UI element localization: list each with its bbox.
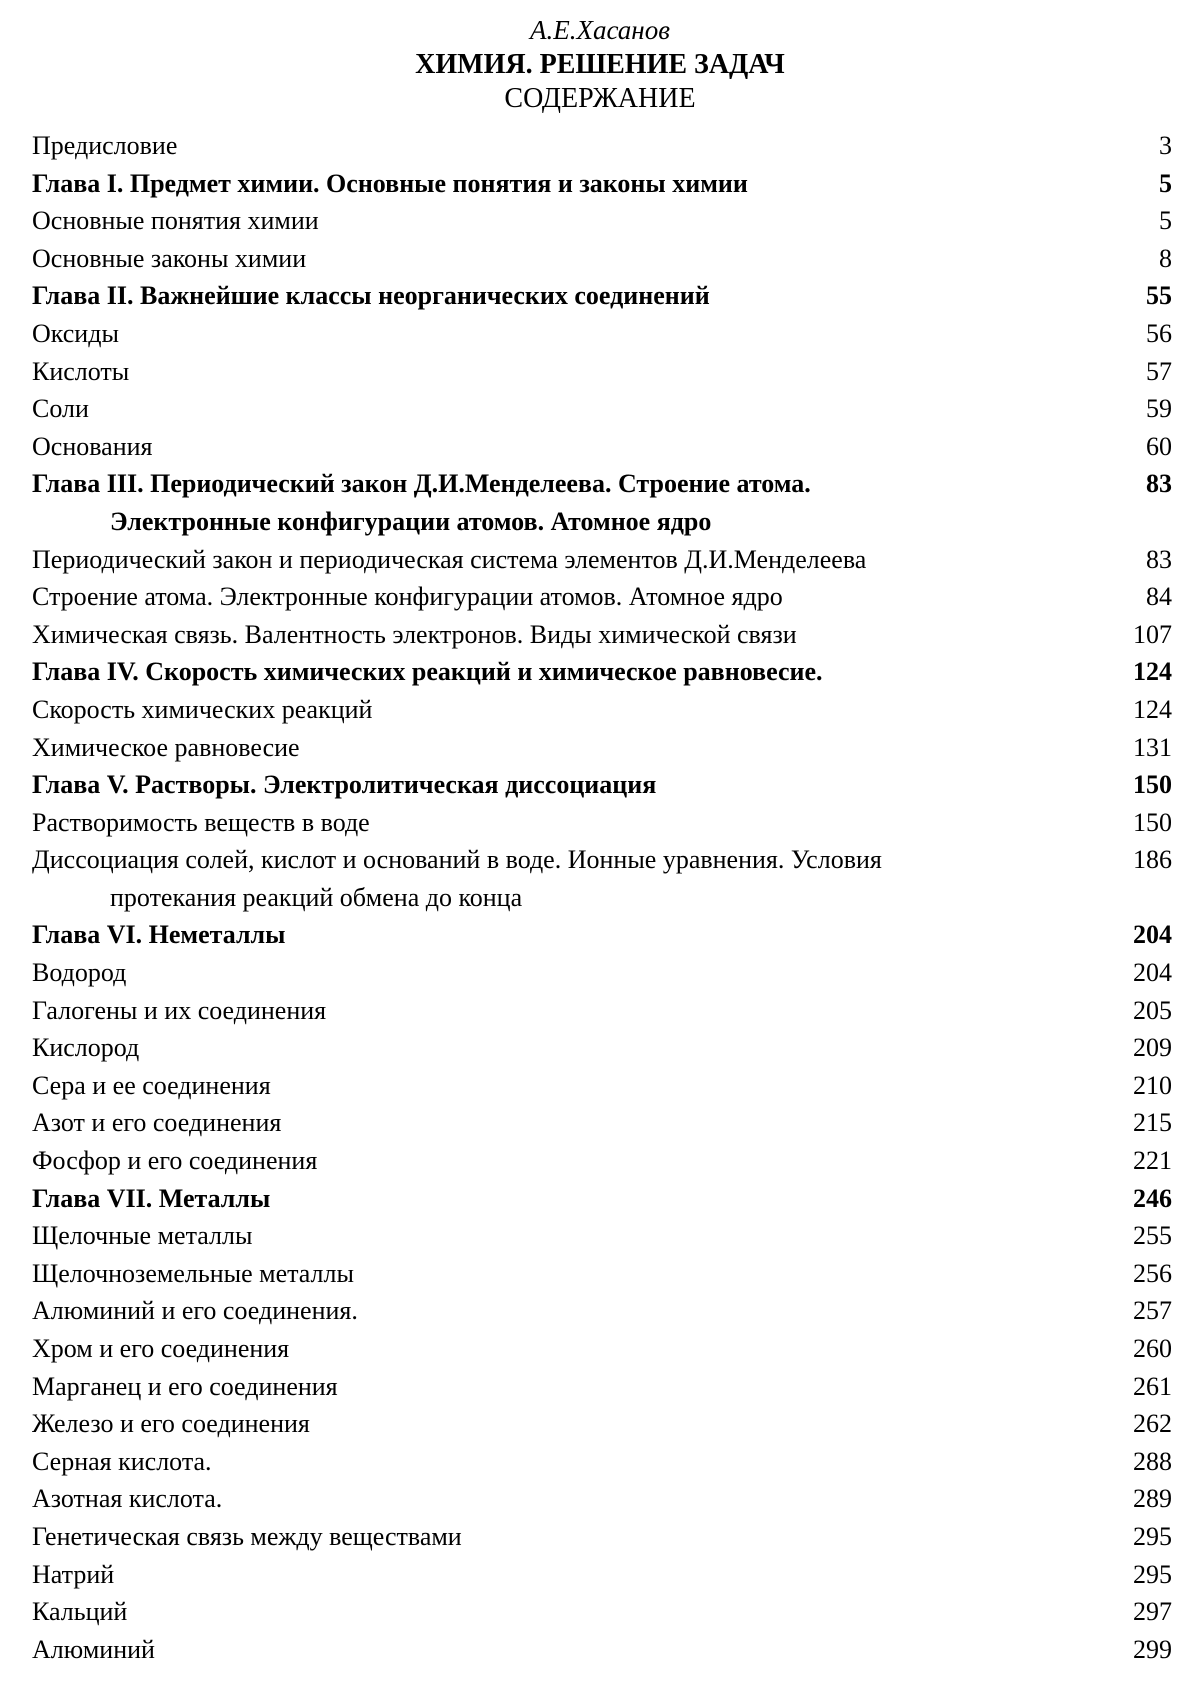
toc-entry-page-number: 221 [1133, 1146, 1172, 1176]
toc-entry-page-number: 256 [1133, 1258, 1172, 1288]
toc-entry-page-number: 131 [1133, 732, 1172, 762]
toc-entry-title-text: Строение атома. Электронные конфигурации атомов. Атомное ядро [32, 582, 783, 612]
toc-entry [32, 729, 1172, 767]
toc-entry-page-number: 5 [1159, 206, 1172, 236]
toc-entry [32, 390, 1172, 428]
toc-entry-page-number: 297 [1133, 1597, 1172, 1627]
author-name: А.Е.Хасанов [530, 15, 670, 45]
toc-entry-title-text: Глава VII. Металлы [32, 1183, 271, 1213]
toc-entry-page-number: 295 [1133, 1559, 1172, 1589]
toc-entry-title-text: Азотная кислота. [32, 1484, 223, 1514]
toc-entry [32, 992, 1172, 1030]
toc-entry-title [32, 1330, 1112, 1368]
toc-entry-title-text: Химическое равновесие [32, 732, 300, 762]
toc-entry [32, 691, 1172, 729]
toc-entry-title [32, 1142, 1112, 1180]
toc-entry-title-text: Глава II. Важнейшие классы неорганических соединений [32, 281, 710, 311]
toc-entry [32, 1593, 1172, 1631]
toc-entry-title-text: Азот и его соединения [32, 1108, 282, 1138]
toc-entry-page-number: 246 [1133, 1183, 1172, 1213]
toc-entry-page-number: 262 [1133, 1409, 1172, 1439]
toc-entry [32, 1217, 1172, 1255]
toc-entry-title-text: Химическая связь. Валентность электронов. Виды химической связи [32, 619, 797, 649]
toc-entry-page-number: 83 [1146, 544, 1172, 574]
document-header [0, 0, 1200, 116]
toc-entry-title [32, 578, 1112, 616]
toc-entry-title-text: Серная кислота. [32, 1446, 212, 1476]
toc-entry-title-text: Оксиды [32, 318, 119, 348]
toc-entry-title [32, 428, 1112, 466]
toc-entry-title [32, 729, 1112, 767]
toc-chapter-entry [32, 916, 1172, 954]
toc-chapter-entry [32, 465, 1172, 540]
toc-entry [32, 1405, 1172, 1443]
toc-entry-title-text: Алюминий [32, 1634, 155, 1664]
toc-entry-title-text: Глава VI. Неметаллы [32, 920, 286, 950]
toc-entry-title [32, 1217, 1112, 1255]
toc-entry-page-number: 288 [1133, 1446, 1172, 1476]
toc-entry [32, 954, 1172, 992]
toc-entry [32, 1556, 1172, 1594]
toc-entry-title [32, 691, 1112, 729]
toc-entry-title [32, 1405, 1112, 1443]
toc-entry-title [32, 315, 1112, 353]
toc-entry-title-text: Предисловие [32, 131, 178, 160]
toc-entry-title-text: Сера и ее соединения [32, 1070, 271, 1100]
toc-entry-title-text: Железо и его соединения [32, 1409, 310, 1439]
toc-entry-page-number: 60 [1146, 431, 1172, 461]
toc-entry-title-text: Растворимость веществ в воде [32, 807, 370, 837]
toc-entry-title [32, 804, 1112, 842]
toc-entry-title [32, 1292, 1112, 1330]
toc-entry-title-text: Щелочные металлы [32, 1221, 253, 1251]
toc-entry-page-number: 210 [1133, 1070, 1172, 1100]
toc-entry-title [32, 1104, 1112, 1142]
toc-entry [32, 202, 1172, 240]
toc-entry-title [32, 1593, 1112, 1631]
toc-entry [32, 541, 1172, 579]
toc-entry [32, 127, 1172, 165]
toc-chapter-entry [32, 165, 1172, 203]
toc-entry-title [32, 1480, 1112, 1518]
toc-entry-title [32, 616, 1112, 654]
toc-entry-title [32, 653, 1112, 691]
toc-entry-title-continuation: протекания реакций обмена до конца [110, 882, 523, 912]
toc-chapter-entry [32, 1180, 1172, 1218]
toc-entry-title-text: Водород [32, 958, 127, 988]
toc-entry-title-text: Галогены и их соединения [32, 995, 327, 1025]
toc-entry-title-text: Щелочноземельные металлы [32, 1258, 354, 1288]
toc-entry [32, 1255, 1172, 1293]
toc-entry-title-text: Диссоциация солей, кислот и оснований в воде. Ионные уравнения. Условия [32, 845, 882, 875]
toc-entry-title-text: Основные законы химии [32, 243, 307, 273]
toc-entry-page-number: 107 [1133, 619, 1172, 649]
toc-entry [32, 1104, 1172, 1142]
book-title: ХИМИЯ. РЕШЕНИЕ ЗАДАЧ [415, 49, 785, 80]
contents-heading: СОДЕРЖАНИЕ [504, 83, 696, 114]
toc-entry-page-number: 124 [1133, 657, 1172, 687]
toc-entry-title [32, 954, 1112, 992]
toc-entry-title [32, 1067, 1112, 1105]
toc-entry-page-number: 8 [1159, 243, 1172, 273]
toc-entry-page-number: 215 [1133, 1108, 1172, 1138]
toc-entry-title-text: Кислоты [32, 356, 130, 386]
toc-entry [32, 1631, 1172, 1669]
toc-entry [32, 1067, 1172, 1105]
toc-entry-title [32, 1631, 1112, 1669]
toc-entry-page-number: 186 [1133, 845, 1172, 875]
toc-entry-page-number: 209 [1133, 1033, 1172, 1063]
toc-entry-page-number: 83 [1146, 469, 1172, 499]
toc-entry-title-text: Кальций [32, 1597, 128, 1627]
toc-entry-title-text: Кислород [32, 1033, 140, 1063]
toc-entry-title-text: Глава I. Предмет химии. Основные понятия и законы химии [32, 168, 748, 198]
toc-entry-title [32, 240, 1112, 278]
toc-entry-title [32, 1368, 1112, 1406]
toc-entry [32, 1142, 1172, 1180]
toc-entry-page-number: 57 [1146, 356, 1172, 386]
toc-entry-title [32, 1180, 1112, 1218]
toc-entry-title [32, 1443, 1112, 1481]
toc-entry-title-text: Скорость химических реакций [32, 694, 373, 724]
toc-entry-title [32, 916, 1112, 954]
table-of-contents [32, 127, 1172, 1668]
toc-entry-page-number: 5 [1159, 168, 1172, 198]
toc-entry [32, 1480, 1172, 1518]
toc-entry-page-number: 295 [1133, 1521, 1172, 1551]
toc-entry-page-number: 3 [1159, 131, 1172, 160]
toc-entry-title-text: Периодический закон и периодическая система элементов Д.И.Менделеева [32, 544, 867, 574]
toc-entry [32, 841, 1172, 916]
toc-entry-title-text: Глава III. Периодический закон Д.И.Менделеева. Строение атома. [32, 469, 811, 499]
toc-entry-title [32, 353, 1112, 391]
toc-entry-page-number: 257 [1133, 1296, 1172, 1326]
toc-entry-title [32, 277, 1112, 315]
toc-entry [32, 1368, 1172, 1406]
toc-entry-title [32, 165, 1112, 203]
toc-entry-title [32, 1255, 1112, 1293]
toc-entry-page-number: 205 [1133, 995, 1172, 1025]
toc-entry-title [32, 1518, 1112, 1556]
toc-entry-title-text: Марганец и его соединения [32, 1371, 338, 1401]
toc-entry-title-text: Генетическая связь между веществами [32, 1521, 462, 1551]
toc-entry-title-text: Алюминий и его соединения. [32, 1296, 358, 1326]
toc-entry [32, 1029, 1172, 1067]
toc-entry [32, 804, 1172, 842]
toc-entry [32, 1518, 1172, 1556]
toc-entry-title [32, 127, 1112, 165]
toc-chapter-entry [32, 653, 1172, 691]
toc-entry-title [32, 841, 1112, 916]
toc-entry-title [32, 390, 1112, 428]
toc-entry [32, 1443, 1172, 1481]
toc-entry [32, 1330, 1172, 1368]
toc-entry-title [32, 1556, 1112, 1594]
toc-entry [32, 353, 1172, 391]
toc-entry-title-text: Основные понятия химии [32, 206, 319, 236]
toc-entry-page-number: 124 [1133, 694, 1172, 724]
toc-entry [32, 315, 1172, 353]
toc-entry-title-text: Соли [32, 394, 89, 424]
toc-entry-title-text: Глава V. Растворы. Электролитическая диссоциация [32, 770, 657, 800]
toc-entry-page-number: 261 [1133, 1371, 1172, 1401]
toc-entry-title-text: Натрий [32, 1559, 115, 1589]
toc-entry-page-number: 150 [1133, 807, 1172, 837]
toc-entry-page-number: 255 [1133, 1221, 1172, 1251]
toc-entry-page-number: 260 [1133, 1334, 1172, 1363]
toc-entry-title [32, 465, 1112, 540]
toc-entry-page-number: 204 [1133, 958, 1172, 988]
toc-entry-page-number: 299 [1133, 1634, 1172, 1664]
toc-entry [32, 1292, 1172, 1330]
toc-entry [32, 616, 1172, 654]
toc-entry [32, 578, 1172, 616]
toc-entry-title [32, 766, 1112, 804]
toc-entry [32, 240, 1172, 278]
toc-entry-title [32, 1029, 1112, 1067]
toc-entry-title-text: Глава IV. Скорость химических реакций и химическое равновесие. [32, 657, 823, 687]
toc-entry-title [32, 202, 1112, 240]
toc-entry-title-continuation: Электронные конфигурации атомов. Атомное ядро [110, 506, 712, 536]
toc-entry-page-number: 59 [1146, 394, 1172, 424]
toc-entry-title [32, 541, 1112, 579]
toc-entry-page-number: 84 [1146, 582, 1172, 612]
toc-entry-title-text: Основания [32, 431, 153, 461]
toc-entry-title-text: Хром и его соединения [32, 1334, 290, 1363]
toc-entry [32, 428, 1172, 466]
toc-chapter-entry [32, 277, 1172, 315]
toc-entry-page-number: 56 [1146, 318, 1172, 348]
toc-entry-title-text: Фосфор и его соединения [32, 1146, 318, 1176]
toc-entry-page-number: 289 [1133, 1484, 1172, 1514]
toc-entry-title [32, 992, 1112, 1030]
toc-entry-page-number: 204 [1133, 920, 1172, 950]
toc-chapter-entry [32, 766, 1172, 804]
toc-entry-page-number: 55 [1146, 281, 1172, 311]
toc-entry-page-number: 150 [1133, 770, 1172, 800]
